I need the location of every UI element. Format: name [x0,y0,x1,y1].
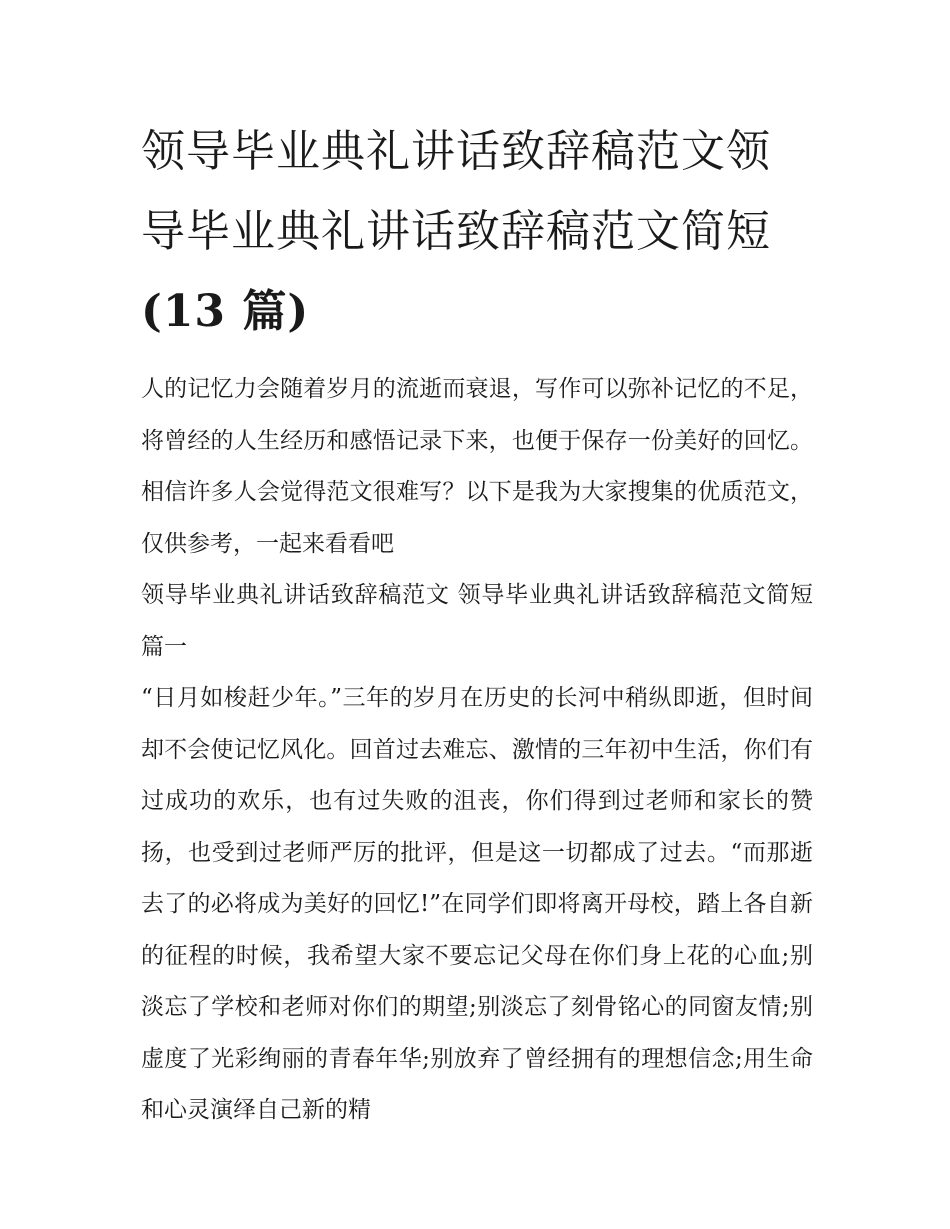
section-heading: 领导毕业典礼讲话致辞稿范文 领导毕业典礼讲话致辞稿范文简短篇一 [141,582,813,660]
document-title-text: 领导毕业典礼讲话致辞稿范文领导毕业典礼讲话致辞稿范文简短 [141,126,771,257]
document-body [141,364,813,1137]
document-title-count: (13 篇) [141,286,310,337]
section-paragraph: “日月如梭赶少年。”三年的岁月在历史的长河中稍纵即逝，但时间却不会使记忆风化。回首过去难忘、激情的三年初中生活，你们有过成功的欢乐，也有过失败的沮丧，你们得到过老师和家长的赞扬，也受到过老师严厉的批评，但是这一切都成了过去。“而那逝去了的必将成为美好的回忆!”在同学们即将离开母校，踏上各自新的征程的时候，我希望大家不要忘记父母在你们身上花的心血;别淡忘了学校和老师对你们的期望;别淡忘了刻骨铭心的同窗友情;别虚度了光彩绚丽的青春年华;别放弃了曾经拥有的理想信念;用生命和心灵演绎自己新的精 [141,685,813,1123]
intro-paragraph: 人的记忆力会随着岁月的流逝而衰退，写作可以弥补记忆的不足，将曾经的人生经历和感悟记录下来，也便于保存一份美好的回忆。相信许多人会觉得范文很难写？以下是我为大家搜集的优质范文，仅供参考，一起来看看吧 [141,376,813,557]
document-title [141,112,813,352]
document-page [141,112,813,1137]
